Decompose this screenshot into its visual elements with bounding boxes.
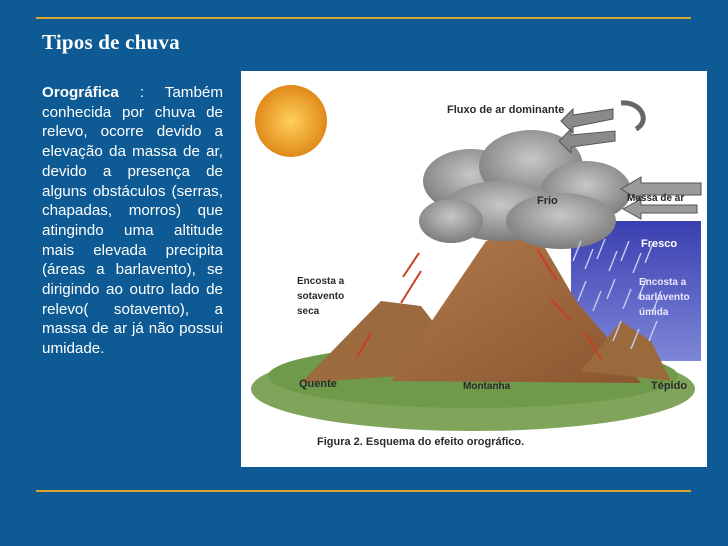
label-sotavento-line2: sotavento <box>297 291 345 302</box>
label-sotavento-line1: Encosta a <box>297 276 345 287</box>
storm-cloud <box>419 130 631 249</box>
label-massa-de-ar: Massa de ar <box>627 193 685 204</box>
orographic-rain-figure <box>241 71 707 467</box>
slide-body-text <box>42 83 223 359</box>
sun-icon <box>255 85 327 157</box>
top-divider <box>36 17 691 19</box>
label-montanha: Montanha <box>463 381 511 392</box>
label-frio: Frio <box>537 195 558 207</box>
label-quente: Quente <box>299 378 337 390</box>
label-barlavento-line2: barlavento <box>639 292 690 303</box>
label-fresco: Fresco <box>641 238 678 250</box>
label-barlavento-line1: Encosta a <box>639 277 687 288</box>
term-orografica: Orográfica <box>42 84 119 101</box>
slide-title: Tipos de chuva <box>42 30 180 54</box>
label-sotavento-line3: seca <box>297 306 320 317</box>
figure-caption: Figura 2. Esquema do efeito orográfico. <box>317 436 525 448</box>
term-description: : Também conhecida por chuva de relevo, ocorre devido a elevação da massa de ar, devido a presença de alguns obstáculos (serras, chapadas, morros) que atingindo uma altitude mais elevada precipita (áreas a barlavento), se dirigindo ao outro lado de relevo( sotavento), a massa de ar já não possui umidade. <box>42 84 223 358</box>
label-barlavento-line3: úmida <box>639 307 669 318</box>
bottom-divider <box>36 490 691 492</box>
wind-arrows-top <box>559 109 615 153</box>
orographic-diagram <box>241 71 707 467</box>
label-tepido: Tépido <box>651 380 688 392</box>
label-fluxo: Fluxo de ar dominante <box>447 104 565 116</box>
wind-curl-icon <box>621 103 643 129</box>
